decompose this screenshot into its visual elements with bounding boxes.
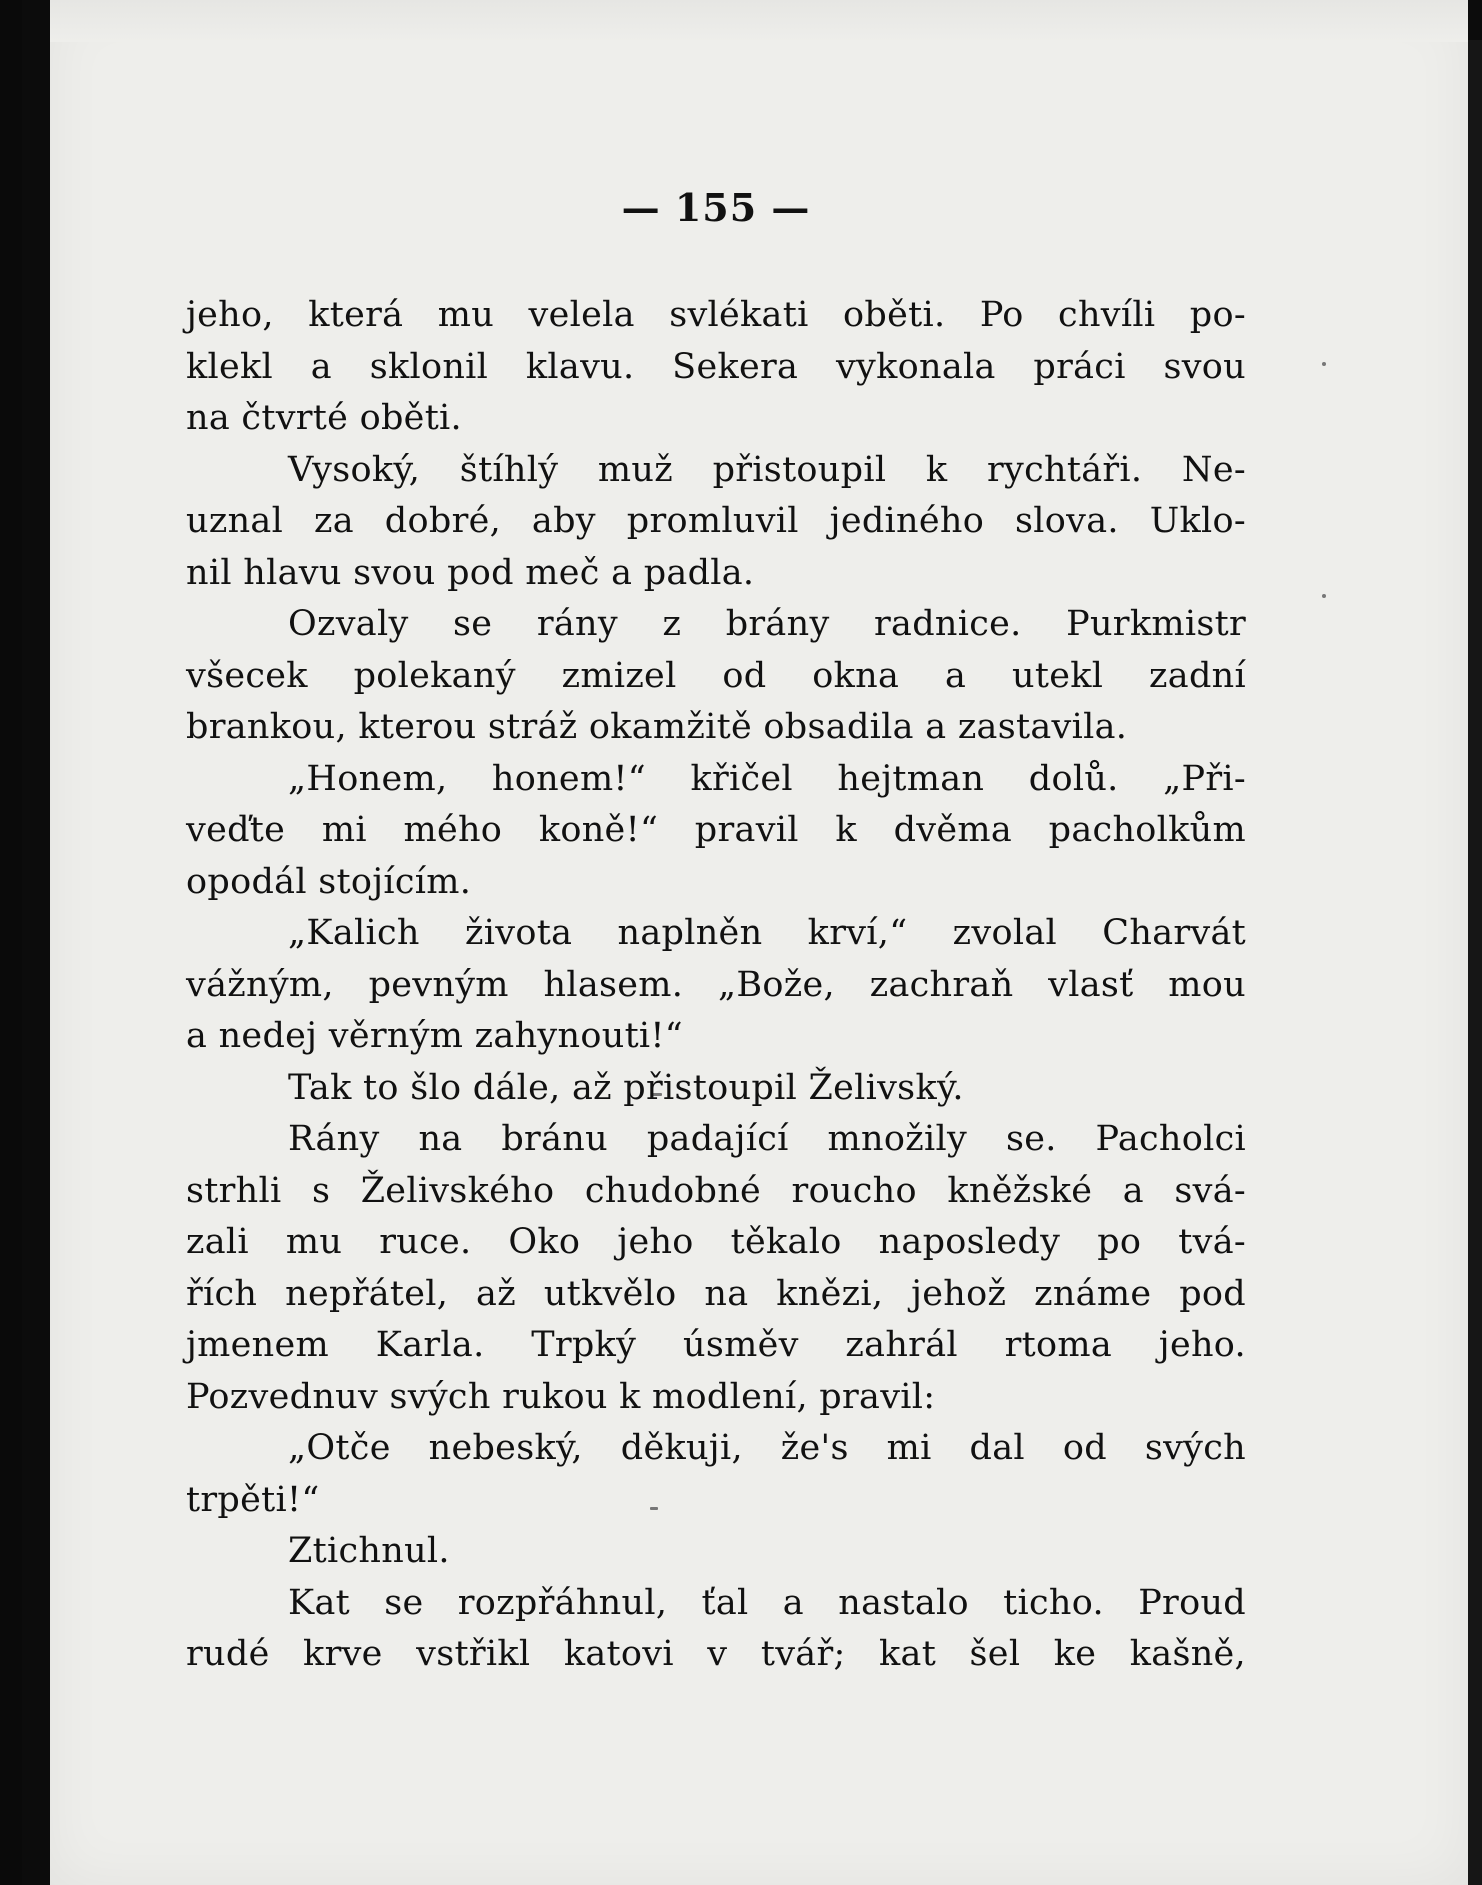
text-line: na čtvrté oběti. — [186, 398, 462, 438]
text-line: „Otče nebeský, děkuji, že's mi dal od svých — [288, 1428, 1246, 1468]
text-line: vážným, pevným hlasem. „Bože, zachraň vlasť mou — [186, 964, 1246, 1005]
text-line: Rány na bránu padající množily se. Pacholci — [288, 1119, 1246, 1159]
text-line: strhli s Želivského chudobné roucho kněžské a svá- — [186, 1170, 1246, 1211]
text-line: veďte mi mého koně!“ pravil k dvěma pacholkům — [186, 810, 1246, 850]
text-line: „Honem, honem!“ křičel hejtman dolů. „Při- — [288, 758, 1246, 799]
text-line: brankou, kterou stráž okamžitě obsadila a zastavila. — [186, 707, 1128, 747]
text-line: Pozvednuv svých rukou k modlení, pravil: — [186, 1376, 936, 1417]
right-scan-border — [1468, 40, 1482, 1885]
text-line: Tak to šlo dále, až přistoupil Želivský. — [288, 1067, 964, 1108]
paper-speck — [1322, 594, 1326, 598]
page-text — [186, 180, 1246, 1681]
paper-speck — [1322, 362, 1326, 366]
text-line: rudé krve vstřikl katovi v tvář; kat šel ke kašně, — [186, 1634, 1246, 1674]
text-line: a nedej věrným zahynouti!“ — [186, 1016, 683, 1056]
text-line: uznal za dobré, aby promluvil jediného slova. Uklo- — [186, 501, 1246, 541]
text-lines — [186, 290, 1246, 1681]
text-line: Vysoký, štíhlý muž přistoupil k rychtáři. Ne- — [288, 449, 1246, 490]
text-line: nil hlavu svou pod meč a padla. — [186, 552, 755, 593]
text-line: trpěti!“ — [186, 1479, 320, 1520]
text-line: klekl a sklonil klavu. Sekera vykonala práci svou — [186, 346, 1246, 387]
text-line: jeho, která mu velela svlékati oběti. Po chvíli po- — [186, 295, 1246, 335]
left-scan-border — [0, 0, 22, 1885]
text-line: opodál stojícím. — [186, 861, 472, 902]
text-line: všecek polekaný zmizel od okna a utekl zadní — [186, 655, 1246, 696]
text-line: Ozvaly se rány z brány radnice. Purkmistr — [288, 604, 1246, 644]
text-line: řích nepřátel, až utkvělo na knězi, jehož známe pod — [186, 1273, 1246, 1314]
text-line: jmenem Karla. Trpký úsměv zahrál rtoma jeho. — [186, 1325, 1246, 1365]
page-number: — 155 — — [621, 185, 811, 230]
text-line: Ztichnul. — [288, 1531, 450, 1571]
text-line: „Kalich života naplněn krví,“ zvolal Charvát — [288, 913, 1246, 953]
text-line: zali mu ruce. Oko jeho těkalo naposledy po tvá- — [186, 1222, 1246, 1262]
text-line: Kat se rozpřáhnul, ťal a nastalo ticho. Proud — [288, 1582, 1246, 1623]
top-page-edge — [50, 0, 1468, 42]
